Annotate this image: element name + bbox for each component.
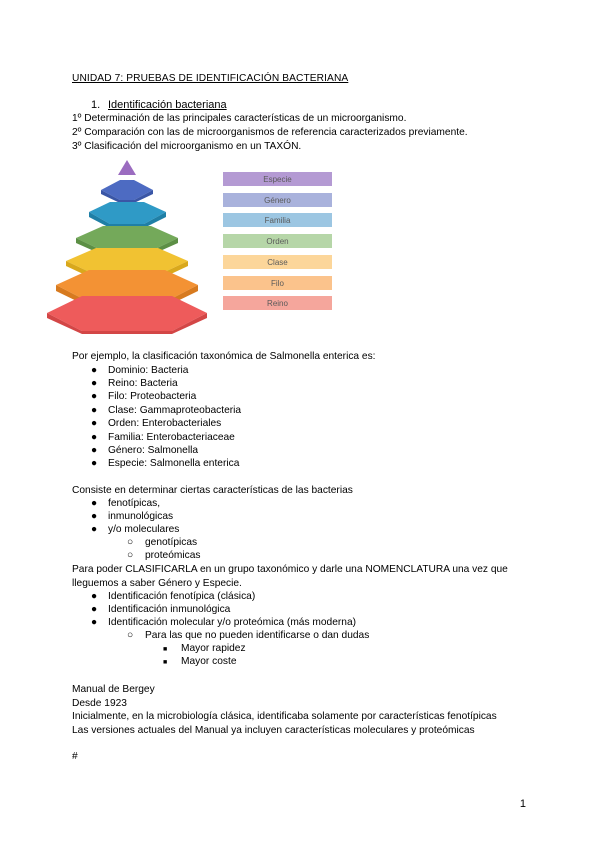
list-item: Especie: Salmonella enterica <box>108 458 240 469</box>
step-1: 1º Determinación de las principales características de un microorganismo. <box>72 113 407 124</box>
list-item: Filo: Proteobacteria <box>108 391 197 402</box>
bergey-since: Desde 1923 <box>72 698 127 709</box>
bullet-icon: ● <box>91 365 98 376</box>
label-familia: Familia <box>264 216 291 225</box>
bullet-icon: ● <box>91 591 98 602</box>
list-item: fenotípicas, <box>108 498 161 509</box>
consiste-intro: Consiste en determinar ciertas características de las bacterias <box>72 485 353 496</box>
label-clase: Clase <box>267 258 288 267</box>
bergey-title: Manual de Bergey <box>72 684 155 695</box>
list-item: Clase: Gammaproteobacteria <box>108 405 242 416</box>
bullet-icon: ● <box>91 405 98 416</box>
bullet-icon: ● <box>91 418 98 429</box>
list-item: Identificación inmunológica <box>108 604 231 615</box>
pyramid-level-especie <box>118 160 136 175</box>
unit-title: UNIDAD 7: PRUEBAS DE IDENTIFICACIÓN BACTERIANA <box>72 73 349 84</box>
taxonomy-labels <box>223 172 332 310</box>
sub-list-item: proteómicas <box>145 550 201 561</box>
bullet-icon: ● <box>91 617 98 628</box>
label-especie: Especie <box>263 175 292 184</box>
sub-list-item: genotípicas <box>145 537 198 548</box>
section-title: Identificación bacteriana <box>108 99 227 111</box>
square-bullet-icon: ■ <box>163 659 168 666</box>
sub-list-item: Para las que no pueden identificarse o dan dudas <box>145 630 370 641</box>
bullet-icon: ● <box>91 498 98 509</box>
sub-sub-list-item: Mayor coste <box>181 656 237 667</box>
list-item: y/o moleculares <box>108 524 180 535</box>
purpose-line-1: Para poder CLASIFICARLA en un grupo taxonómico y darle una NOMENCLATURA una vez que <box>72 564 508 575</box>
bullet-icon: ● <box>91 378 98 389</box>
list-item: Familia: Enterobacteriaceae <box>108 432 235 443</box>
list-item: Orden: Enterobacteriales <box>108 418 222 429</box>
label-reino: Reino <box>267 299 288 308</box>
square-bullet-icon: ■ <box>163 646 168 653</box>
circle-bullet-icon: ○ <box>127 630 134 641</box>
bullet-icon: ● <box>91 458 98 469</box>
hash-marker: # <box>72 751 78 762</box>
list-item: Identificación fenotípica (clásica) <box>108 591 256 602</box>
label-filo: Filo <box>271 279 284 288</box>
purpose-line-2: lleguemos a saber Género y Especie. <box>72 578 242 589</box>
circle-bullet-icon: ○ <box>127 537 134 548</box>
list-item: Reino: Bacteria <box>108 378 178 389</box>
bullet-icon: ● <box>91 445 98 456</box>
bergey-line-2: Las versiones actuales del Manual ya incluyen características moleculares y proteómicas <box>72 725 475 736</box>
step-2: 2º Comparación con las de microorganismos de referencia caracterizados previamente. <box>72 127 468 138</box>
sub-sub-list-item: Mayor rapidez <box>181 643 246 654</box>
bergey-line-1: Inicialmente, en la microbiología clásica, identificaba solamente por características fenotípicas <box>72 711 497 722</box>
bullet-icon: ● <box>91 432 98 443</box>
list-item: Género: Salmonella <box>108 445 199 456</box>
page-number: 1 <box>519 798 526 810</box>
list-item: Dominio: Bacteria <box>108 365 189 376</box>
label-orden: Orden <box>266 237 289 246</box>
list-item: Identificación molecular y/o proteómica (más moderna) <box>108 617 357 628</box>
section-number: 1. <box>91 99 101 111</box>
bullet-icon: ● <box>91 604 98 615</box>
circle-bullet-icon: ○ <box>127 550 134 561</box>
list-item: inmunológicas <box>108 511 174 522</box>
bullet-icon: ● <box>91 524 98 535</box>
bullet-icon: ● <box>91 511 98 522</box>
example-intro: Por ejemplo, la clasificación taxonómica de Salmonella enterica es: <box>72 351 376 362</box>
step-3: 3º Clasificación del microorganismo en un TAXÓN. <box>72 141 302 152</box>
label-genero: Género <box>264 196 291 205</box>
bullet-icon: ● <box>91 391 98 402</box>
